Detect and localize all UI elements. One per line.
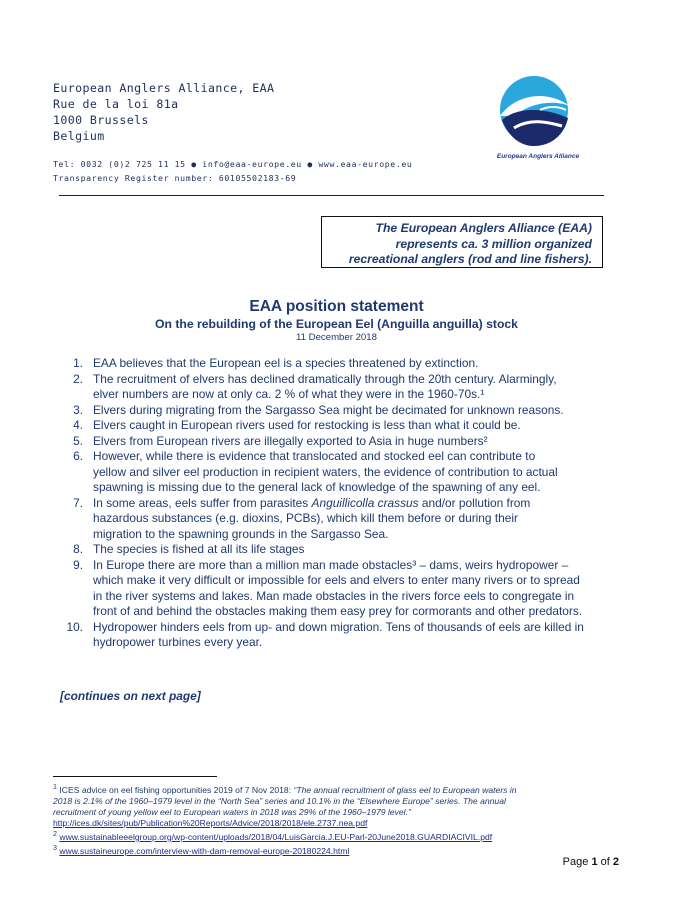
mission-line: recreational anglers (rod and line fishers). xyxy=(348,252,592,266)
list-item: 7. In some areas, eels suffer from parasites Anguillicolla crassus and/or pollution from hazardous substances (e.g. dioxins, PCBs), which kill them before or during their migration to the spawning grounds in the Sargasso Sea. xyxy=(63,496,623,543)
header-divider xyxy=(59,195,604,196)
street: Rue de la loi 81a xyxy=(53,97,179,111)
logo-caption: European Anglers Alliance xyxy=(496,153,580,160)
footnote-2-link[interactable]: www.sustainableeelgroup.org/wp-content/uploads/2018/04/LuisGarcia.J.EU-Parl-20June2018.GUARDIACIVIL.pdf xyxy=(59,831,493,842)
list-item: 2. The recruitment of elvers has declined dramatically through the 20th century. Alarmingly, elver numbers are now at only ca. 2 % of what they were in the 1960-70s.¹ xyxy=(73,371,557,401)
footnote-3: $^3$ www.sustaineurope.com/interview-with-dam-removal-europe-20180224.html xyxy=(53,843,350,856)
statement-list xyxy=(63,356,623,651)
list-item: 6. However, while there is evidence that translocated and stocked eel can contribute to yellow and silver eel production in recipient waters, the evidence of contribution to actual spawning is missing due to the general lack of knowledge of the spawning of any eel. xyxy=(73,449,558,494)
list-item: 8. The species is fished at all its life stages xyxy=(73,542,305,556)
mission-box xyxy=(321,216,603,268)
page-number: Page 1 of 2 xyxy=(562,856,619,868)
country: Belgium xyxy=(53,129,105,143)
page-subtitle: On the rebuilding of the European Eel (Anguilla anguilla) stock xyxy=(155,317,518,331)
contact-block xyxy=(53,157,412,185)
list-item: 5. Elvers from European rivers are illegally exported to Asia in huge numbers² xyxy=(73,433,488,448)
page-title: EAA position statement xyxy=(249,298,424,315)
footnote-divider xyxy=(53,776,217,777)
continues-note: [continues on next page] xyxy=(60,689,201,703)
org-name: European Anglers Alliance, EAA xyxy=(53,81,275,95)
transparency-number: Transparency Register number: 60105502183-69 xyxy=(53,173,297,183)
mission-line: represents ca. 3 million organized xyxy=(395,236,592,251)
mission-line: The European Anglers Alliance (EAA) xyxy=(375,221,592,235)
footnote-1-link[interactable]: http://ices.dk/sites/pub/Publication%20Reports/Advice/2018/2018/ele.2737.nea.pdf xyxy=(53,817,368,828)
item-7-line-1: In some areas, eels suffer from parasites Anguillicolla crassus and/or pollution from xyxy=(93,495,531,510)
address-block xyxy=(53,80,274,144)
list-item: 4. Elvers caught in European rivers used for restocking is less than what it could be. xyxy=(73,418,521,432)
footnote-2: $^2$ www.sustainableeelgroup.org/wp-content/uploads/2018/04/LuisGarcia.J.EU-Parl-20June2018.GUARDIACIVIL.pdf xyxy=(53,829,493,842)
list-item: 10. Hydropower hinders eels from up- and down migration. Tens of thousands of eels are killed in hydropower turbines every year. xyxy=(66,619,584,649)
contact-line: Tel: 0032 (0)2 725 11 15 ● info@eaa-europe.eu ● www.eaa-europe.eu xyxy=(53,159,413,169)
footnote-1: $^1$ ICES advice on eel fishing opportunities 2019 of 7 Nov 2018: “The annual recruitment of glass eel to European waters in 2018 is 2.1% of the 1960–1979 level in the “North Sea” series and 10.1% in the “Elsewhere Europe” series. The annual recruitment of young yellow eel to European waters in 2018 was 29% of the 1960–1979 level.” http://ices.dk/sites/pub/Publication%20Reports/Advice/2018/2018/ele.2737.nea.pdf xyxy=(53,782,613,829)
footnotes xyxy=(53,782,613,857)
document-date: 11 December 2018 xyxy=(296,332,377,343)
eaa-logo xyxy=(484,66,584,166)
list-item: 9. In Europe there are more than a million man made obstacles³ – dams, weirs hydropower – which make it very difficult or impossible for eels and elvers to enter many rivers or to spread in the river systems and lakes. Man made obstacles in the rivers force eels to congregate in front of and behind the obstacles making them easy prey for cormorants and other predators. xyxy=(73,557,583,618)
footnote-3-link[interactable]: www.sustaineurope.com/interview-with-dam-removal-europe-20180224.html xyxy=(59,845,350,856)
city: 1000 Brussels xyxy=(53,113,149,127)
list-item: 3. Elvers during migrating from the Sargasso Sea might be decimated for unknown reasons. xyxy=(73,402,564,417)
list-item: 1. EAA believes that the European eel is a species threatened by extinction. xyxy=(73,356,479,370)
